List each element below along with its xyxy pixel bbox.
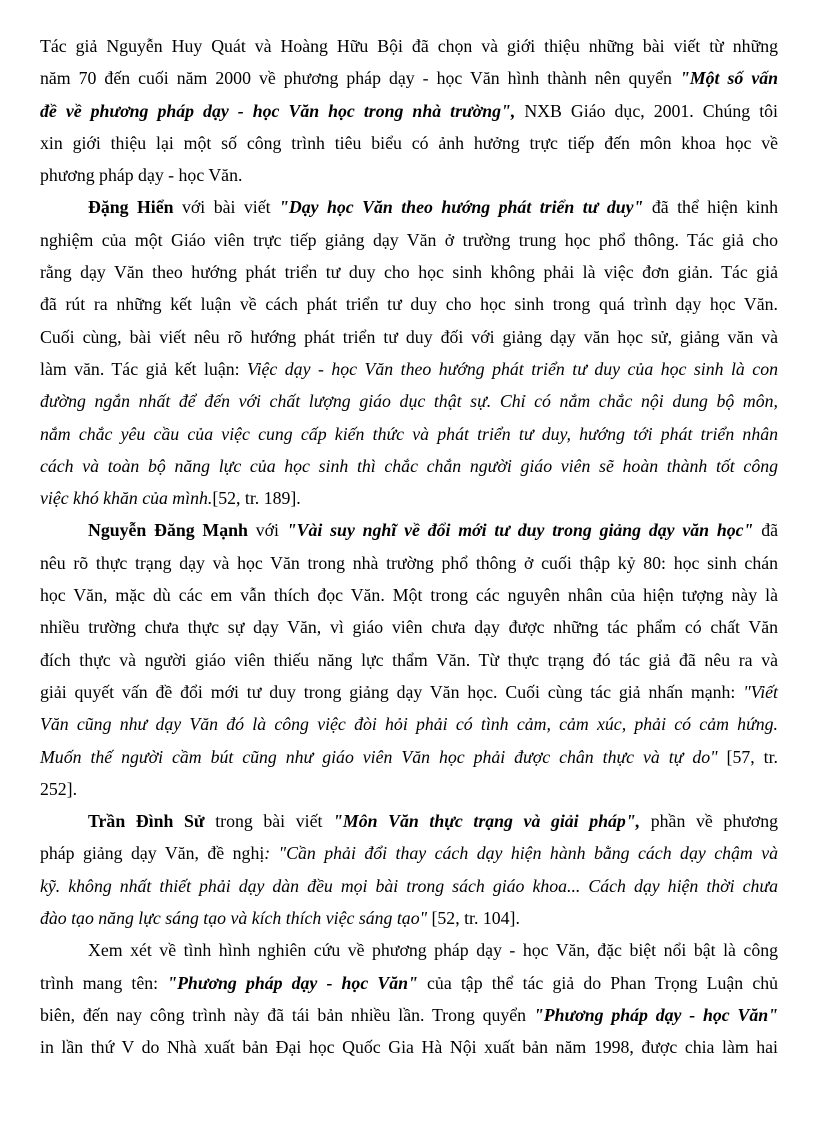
quotation-text: "Viết <box>743 681 778 702</box>
body-text: năm 70 đến cuối năm 2000 về phương pháp dạy - học Văn hình thành nên quyển <box>40 68 680 89</box>
body-text: [57, tr. <box>717 746 778 767</box>
text-line <box>40 159 778 191</box>
body-text: trình mang tên: <box>40 972 168 993</box>
body-text: với <box>247 520 287 541</box>
quotation-text: : "Cần phải đổi thay cách dạy hiện hành bằng cách dạy chậm và <box>264 843 778 864</box>
work-title: đề về phương pháp dạy - học Văn học trong nhà trường", <box>40 100 516 121</box>
body-text: đã thể hiện kinh <box>643 197 778 218</box>
body-text: rằng dạy Văn theo hướng phát triển tư duy cho học sinh không phải là việc đơn giản. Tác giả <box>40 262 778 283</box>
body-text: học Văn, mặc dù các em vẫn thích đọc Văn. Một trong các nguyên nhân của hiện tượng này là <box>40 585 778 606</box>
body-text: làm văn. Tác giả kết luận: <box>40 358 248 379</box>
text-line <box>40 30 778 62</box>
quotation-text: Muốn thế người cầm bút cũng như giáo viên Văn học phải được chân thực và tự do" <box>40 746 718 767</box>
text-line <box>40 256 778 288</box>
text-line <box>40 999 778 1031</box>
text-line <box>40 288 778 320</box>
paragraph <box>40 805 778 934</box>
text-line <box>40 644 778 676</box>
quotation-text: Việc dạy - học Văn theo hướng phát triển tư duy của học sinh là con <box>247 358 778 379</box>
text-line <box>40 321 778 353</box>
body-text: giải quyết vấn đề đổi mới tư duy trong giảng dạy Văn học. Cuối cùng tác giả nhấn mạnh: <box>40 681 744 702</box>
body-text: của tập thể tác giả do Phan Trọng Luận chủ <box>417 972 778 993</box>
text-line <box>40 741 778 773</box>
body-text: pháp giảng dạy Văn, đề nghị <box>40 843 265 864</box>
text-line <box>40 870 778 902</box>
work-title: "Phương pháp dạy - học Văn" <box>167 972 418 993</box>
quotation-text: đào tạo năng lực sáng tạo và kích thích việc sáng tạo" <box>40 908 428 929</box>
text-line <box>40 62 778 94</box>
text-line <box>40 902 778 934</box>
text-line <box>40 708 778 740</box>
author-name: Nguyễn Đăng Mạnh <box>88 520 248 541</box>
body-text: Cuối cùng, bài viết nêu rõ hướng phát triển tư duy đối với giảng dạy văn học sử, giảng văn và <box>40 326 778 347</box>
text-line <box>40 353 778 385</box>
work-title: "Phương pháp dạy - học Văn" <box>533 1004 778 1025</box>
body-text: đã rút ra những kết luận về cách phát triển tư duy cho học sinh trong quá trình dạy học Văn. <box>40 294 778 315</box>
text-line <box>40 385 778 417</box>
text-line <box>40 191 778 223</box>
text-line <box>40 934 778 966</box>
body-text: nêu rõ thực trạng dạy và học Văn trong nhà trường phổ thông ở cuối thập kỷ 80: học sinh chán <box>40 552 778 573</box>
body-text: xin giới thiệu lại một số công trình tiêu biểu có ảnh hưởng trực tiếp đến môn khoa học về <box>40 132 778 153</box>
text-line <box>40 837 778 869</box>
document-page <box>40 30 778 1064</box>
text-line <box>40 418 778 450</box>
body-text: đích thực và người giáo viên thiếu năng lực thẩm Văn. Từ thực trạng đó tác giả đã nêu ra và <box>40 649 778 670</box>
work-title: "Dạy học Văn theo hướng phát triển tư duy" <box>279 197 644 218</box>
text-line <box>40 676 778 708</box>
text-line <box>40 1031 778 1063</box>
body-text: Xem xét về tình hình nghiên cứu về phương pháp dạy - học Văn, đặc biệt nổi bật là công <box>88 940 778 961</box>
paragraph <box>40 934 778 1063</box>
paragraph <box>40 30 778 191</box>
body-text: in lần thứ V do Nhà xuất bản Đại học Quốc Gia Hà Nội xuất bản năm 1998, được chia làm hai <box>40 1037 778 1058</box>
text-line <box>40 773 778 805</box>
text-line <box>40 547 778 579</box>
work-title: "Môn Văn thực trạng và giải pháp", <box>333 811 641 832</box>
text-line <box>40 95 778 127</box>
text-line <box>40 967 778 999</box>
body-text: với bài viết <box>173 197 280 218</box>
text-line <box>40 127 778 159</box>
text-line <box>40 805 778 837</box>
body-text: đã <box>753 520 779 541</box>
quotation-text: cách và toàn bộ năng lực của học sinh thì chắc chắn người giáo viên sẽ hoàn thành tốt công <box>40 455 778 476</box>
quotation-text: kỹ. không nhất thiết phải dạy dàn đều mọi bài trong sách giáo khoa... Cách dạy hiện thời chưa <box>40 875 778 896</box>
author-name: Đặng Hiển <box>88 197 174 218</box>
text-line <box>40 482 778 514</box>
text-line <box>40 514 778 546</box>
body-text: phần về phương <box>640 811 778 832</box>
work-title: "Một số vấn <box>679 68 778 89</box>
quotation-text: Văn cũng như dạy Văn đó là công việc đòi hỏi phải có tình cảm, cảm xúc, phải có cảm hứng. <box>40 714 778 735</box>
body-text: NXB Giáo dục, 2001. Chúng tôi <box>515 100 778 121</box>
quotation-text: đường ngắn nhất để đến với chất lượng giáo dục thật sự. Chỉ có nắm chắc nội dung bộ môn, <box>40 391 778 412</box>
work-title: "Vài suy nghĩ về đổi mới tư duy trong giảng dạy văn học" <box>286 520 754 541</box>
body-text: 252]. <box>40 778 78 799</box>
body-text: nhiều trường chưa thực sự dạy Văn, vì giáo viên chưa dạy được những tác phẩm có chất Văn <box>40 617 778 638</box>
body-text: trong bài viết <box>204 811 334 832</box>
text-line <box>40 579 778 611</box>
body-text: [52, tr. 104]. <box>427 908 520 929</box>
body-text: Tác giả Nguyễn Huy Quát và Hoàng Hữu Bội đã chọn và giới thiệu những bài viết từ những <box>40 36 778 56</box>
paragraph <box>40 191 778 514</box>
quotation-text: nắm chắc yêu cầu của việc cung cấp kiến thức và phát triển tư duy, hướng tới phát triển nhân <box>40 423 778 444</box>
body-text: biên, đến nay công trình này đã tái bản nhiều lần. Trong quyển <box>40 1004 534 1025</box>
text-line <box>40 224 778 256</box>
paragraph <box>40 514 778 805</box>
text-line <box>40 450 778 482</box>
body-text: [52, tr. 189]. <box>212 488 301 509</box>
quotation-text: việc khó khăn của mình. <box>40 488 213 509</box>
body-text: phương pháp dạy - học Văn. <box>40 165 243 186</box>
text-line <box>40 611 778 643</box>
body-text: nghiệm của một Giáo viên trực tiếp giảng dạy Văn ở trường trung học phổ thông. Tác giả cho <box>40 229 778 250</box>
author-name: Trần Đình Sử <box>88 811 205 832</box>
